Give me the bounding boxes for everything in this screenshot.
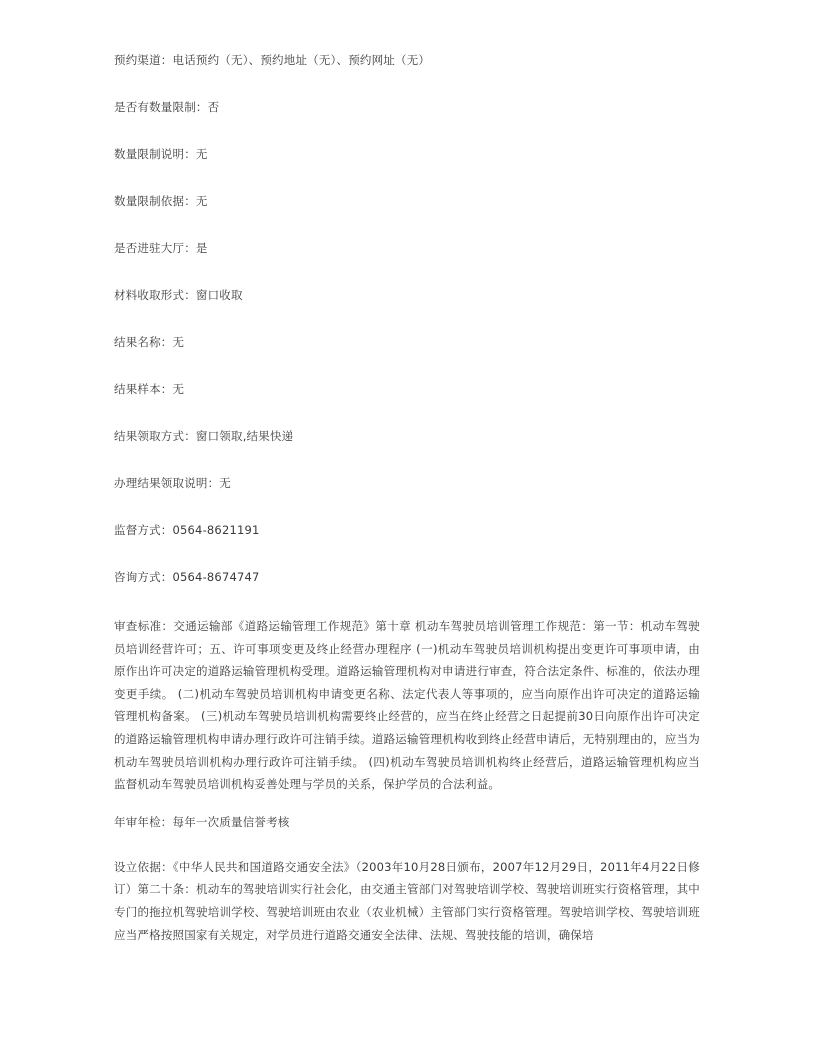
annual-review: 年审年检：每年一次质量信誉考核 xyxy=(114,814,290,829)
document-page xyxy=(114,51,700,946)
quantity-limit: 是否有数量限制：否 xyxy=(114,100,220,114)
material-collection-form: 材料收取形式：窗口收取 xyxy=(114,288,243,302)
consultation-method: 咨询方式：0564-8674747 xyxy=(114,570,260,584)
review-standard-paragraph: 审查标准：交通运输部《道路运输管理工作规范》第十章 机动车驾驶员培训管理工作规范：第一节：机动车驾驶员培训经营许可；五、许可事项变更及终止经营办理程序 (一)机动车驾驶员培训机构提出变更许可事项申请，由原作出许可决定的道路运输管理机构受理。道路运输管理机构对申请进行审查，符合法定条件、标准的，依法办理变更手续。 (二)机动车驾驶员培训机构申请变更名称、法定代表人等事项的，应当向原作出许可决定的道路运输管理机构备案。 (三)机动车驾驶员培训机构需要终止经营的，应当在终止经营之日起提前30日向原作出许可决定的道路运输管理机构申请办理行政许可注销手续。道路运输管理机构收到终止经营申请后，无特别理由的，应当为机动车驾驶员培训机构办理行政许可注销手续。 (四)机动车驾驶员培训机构终止经营后，道路运输管理机构应当监督机动车驾驶员培训机构妥善处理与学员的关系，保护学员的合法利益。 xyxy=(114,619,700,792)
appointment-channel: 预约渠道：电话预约（无）、预约地址（无）、预约网址（无） xyxy=(114,53,431,67)
quantity-limit-description: 数量限制说明：无 xyxy=(114,147,208,161)
result-pickup-method: 结果领取方式：窗口领取,结果快递 xyxy=(114,429,294,443)
supervision-method: 监督方式：0564-8621191 xyxy=(114,523,260,537)
legal-basis-paragraph: 设立依据：《中华人民共和国道路交通安全法》（2003年10月28日颁布，2007年12月29日，2011年4月22日修订）第二十条：机动车的驾驶培训实行社会化，由交通主管部门对驾驶培训学校、驾驶培训班实行资格管理，其中专门的拖拉机驾驶培训学校、驾驶培训班由农业（农业机械）主管部门实行资格管理。驾驶培训学校、驾驶培训班应当严格按照国家有关规定，对学员进行道路交通安全法律、法规、驾驶技能的培训，确保培 xyxy=(114,859,700,942)
quantity-limit-basis: 数量限制依据：无 xyxy=(114,194,208,208)
result-pickup-description: 办理结果领取说明：无 xyxy=(114,476,231,490)
in-service-hall: 是否进驻大厅：是 xyxy=(114,241,208,255)
result-name: 结果名称：无 xyxy=(114,335,185,349)
result-sample: 结果样本：无 xyxy=(114,382,185,396)
